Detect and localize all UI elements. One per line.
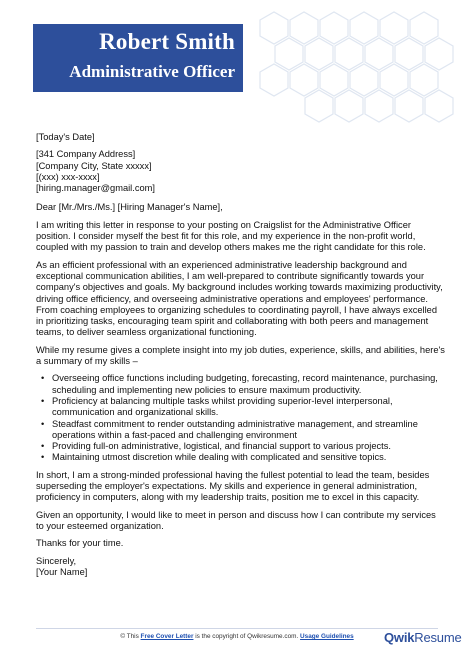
list-item: • Providing full-on administrative, logistical, and financial support to various projects. (41, 441, 391, 452)
free-cover-letter-link[interactable]: Free Cover Letter (140, 633, 194, 640)
list-item: • Steadfast commitment to render outstanding administrative management, and streamline operations within a fast-paced and challenging environment (41, 418, 418, 440)
applicant-job-title: Administrative Officer (69, 62, 235, 81)
address-line: [Company City, State xxxxx] (36, 160, 152, 171)
closing: Sincerely, (36, 555, 77, 566)
bullet-icon: • (41, 395, 45, 406)
paragraph-opportunity: Given an opportunity, I would like to meet in person and discuss how I can contribute my services to your esteemed organization. (36, 509, 436, 531)
salutation: Dear [Mr./Mrs./Ms.] [Hiring Manager's Name], (36, 202, 223, 213)
paragraph-intro: I am writing this letter in response to your posting on Craigslist for the Administrative Officer position. I consider myself the best fit for this role, and my experience in the non-profit world, coupled with my passion to train and develop others makes me the right candidate for this role. (36, 219, 426, 253)
recipient-address (36, 149, 446, 194)
list-item: • Maintaining utmost discretion while dealing with complicated and sensitive topics. (41, 452, 387, 463)
bullet-icon: • (41, 441, 45, 452)
address-line: [341 Company Address] (36, 149, 136, 160)
address-line: [(xxx) xxx-xxxx] (36, 171, 100, 182)
signature: [Your Name] (36, 566, 88, 577)
bullet-icon: • (41, 418, 45, 429)
footer-copyright: © This Free Cover Letter is the copyright of Qwikresume.com. Usage Guidelines (120, 633, 354, 640)
letter-body (36, 132, 446, 584)
qwikresume-logo[interactable]: QwikResume (384, 630, 462, 645)
letter-date: [Today's Date] (36, 132, 95, 142)
paragraph-skills-intro: While my resume gives a complete insight into my job duties, experience, skills, and abilities, here's a summary of my skills – (36, 344, 445, 367)
paragraph-summary: In short, I am a strong-minded professional having the fullest potential to lead the team, besides superseding the employer's expectations. My skills and experience in general administration, proficiency in computers, along with my leadership traits, position me to excel in this capacity. (36, 469, 430, 503)
list-item: • Overseeing office functions including budgeting, forecasting, record maintenance, purchasing, scheduling and implementing new policies to ensure maximum productivity. (41, 373, 438, 395)
footer-divider (36, 628, 438, 629)
paragraph-background: As an efficient professional with an experienced administrative leadership background and exceptional communication abilities, I am well-prepared to contribute significantly towards your company's objectives and goals. My background includes working towards maximizing productivity, driving office efficiency, and overseeing administrative operations and employees' performance. From coaching employees to organizing schedules to coordinating payroll, I have always excelled in prioritizing tasks, encouraging team spirit and collaborating with both peers and management teams, to deliver seamless organizational functioning. (36, 259, 443, 338)
bullet-icon: • (41, 452, 45, 463)
list-item: • Proficiency at balancing multiple tasks whilst providing superior-level interpersonal, communication and organizational skills. (41, 395, 393, 418)
skills-list (36, 373, 446, 463)
address-line: [hiring.manager@gmail.com] (36, 183, 155, 194)
usage-guidelines-link[interactable]: Usage Guidelines (300, 633, 354, 640)
applicant-name: Robert Smith (99, 29, 235, 54)
bullet-icon: • (41, 373, 45, 384)
paragraph-thanks: Thanks for your time. (36, 538, 124, 549)
